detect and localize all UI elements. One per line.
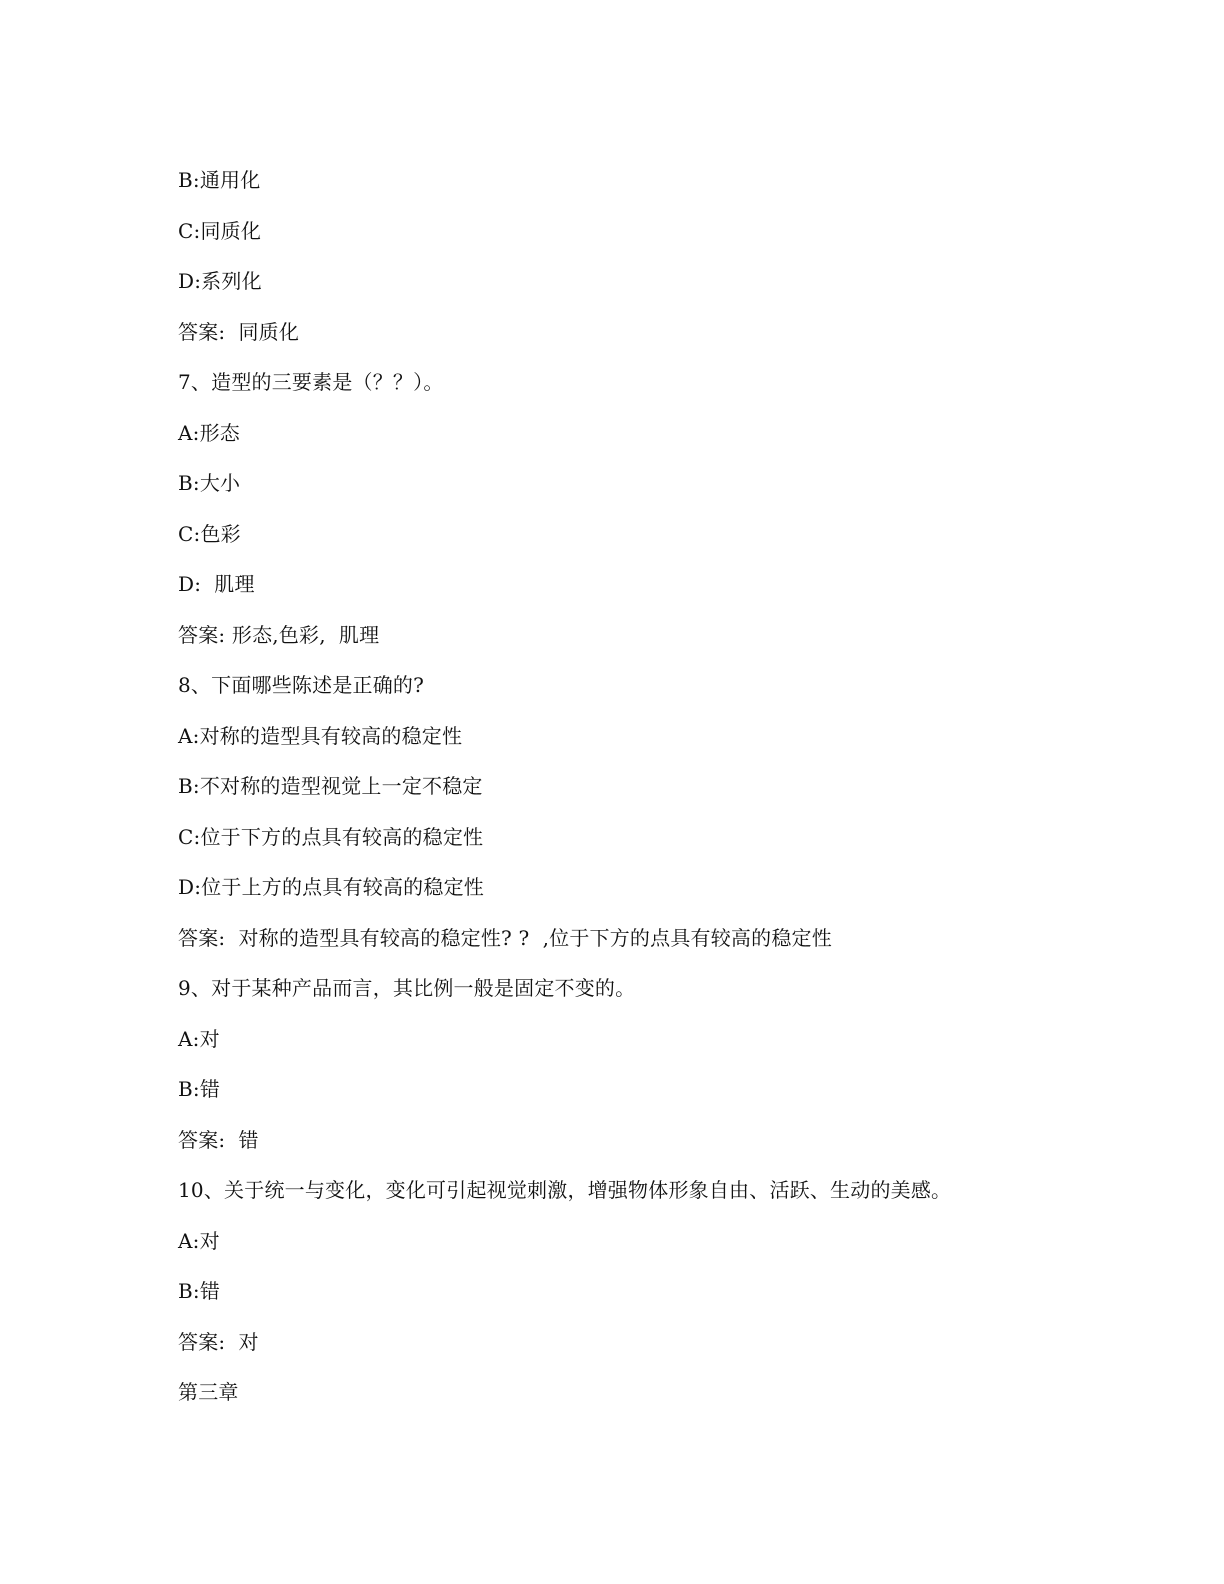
answer-line: 答案: 错 <box>178 1127 259 1152</box>
option-line: B:错 <box>178 1077 221 1101</box>
answer-line: 答案: 形态,色彩, 肌理 <box>178 622 380 647</box>
option-line: B:通用化 <box>178 168 261 192</box>
question-line: 9、对于某种产品而言，其比例一般是固定不变的。 <box>178 976 636 1000</box>
question-line: 8、下面哪些陈述是正确的? <box>178 673 425 697</box>
answer-line: 答案: 同质化 <box>178 319 300 344</box>
option-line: C:位于下方的点具有较高的稳定性 <box>178 824 484 849</box>
option-line: C:色彩 <box>178 521 241 546</box>
option-line: A:形态 <box>178 420 240 445</box>
answer-line: 答案: 对称的造型具有较高的稳定性? ? ,位于下方的点具有较高的稳定性 <box>178 925 832 950</box>
question-line: 7、造型的三要素是（？？）。 <box>178 370 444 394</box>
chapter-heading: 第三章 <box>178 1380 239 1404</box>
option-line: D: 肌理 <box>178 572 255 596</box>
option-line: A:对 <box>178 1228 220 1253</box>
answer-line: 答案: 对 <box>178 1329 259 1354</box>
document-page <box>178 166 1158 1429</box>
question-line: 10、关于统一与变化，变化可引起视觉刺激，增强物体形象自由、活跃、生动的美感。 <box>178 1178 952 1202</box>
option-line: D:位于上方的点具有较高的稳定性 <box>178 875 484 899</box>
option-line: A:对称的造型具有较高的稳定性 <box>178 723 463 748</box>
option-line: B:不对称的造型视觉上一定不稳定 <box>178 774 483 798</box>
option-line: D:系列化 <box>178 269 262 293</box>
option-line: A:对 <box>178 1026 220 1051</box>
option-line: C:同质化 <box>178 218 262 243</box>
option-line: B:错 <box>178 1279 221 1303</box>
option-line: B:大小 <box>178 471 241 495</box>
